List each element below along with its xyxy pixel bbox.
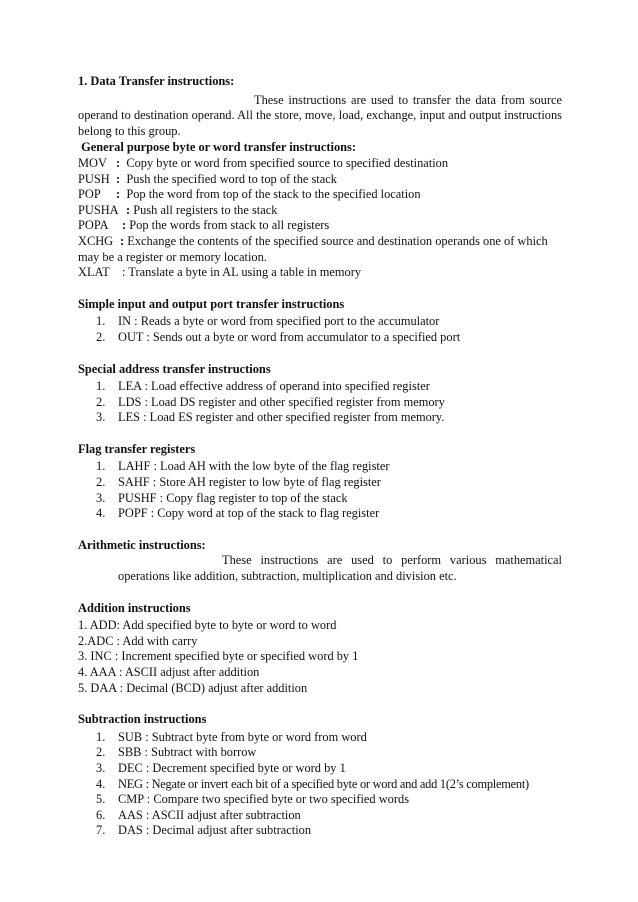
list-item (96, 314, 562, 330)
item-text: DEC : Decrement specified byte or word by 1 (118, 760, 346, 775)
item-text: OUT : Sends out a byte or word from accumulator to a specified port (118, 329, 461, 344)
simple-io-list (78, 314, 562, 345)
item-text: LES : Load ES register and other specified register from memory. (118, 410, 445, 425)
special-address-heading: Special address transfer instructions (78, 361, 271, 376)
general-purpose-heading-text: General purpose byte or word transfer instructions: (81, 140, 356, 155)
item-number: 2. (96, 745, 106, 760)
description: Translate a byte in AL using a table in memory (128, 265, 362, 280)
list-item (78, 203, 562, 219)
separator: : (120, 233, 125, 248)
list-item (96, 730, 562, 746)
list-item (96, 506, 562, 522)
item-number: 6. (96, 807, 106, 822)
item-text: DAS : Decimal adjust after subtraction (118, 823, 312, 838)
item-number: 3. (96, 410, 106, 425)
item-number: 2. (96, 394, 106, 409)
item-text: LAHF : Load AH with the low byte of the flag register (118, 459, 390, 474)
arithmetic-heading: Arithmetic instructions: (78, 537, 206, 552)
addition-heading: Addition instructions (78, 600, 191, 615)
description: Push the specified word to top of the stack (126, 171, 337, 186)
separator: : (122, 218, 127, 233)
general-purpose-heading (78, 140, 562, 156)
item-number: 1. (96, 459, 106, 474)
list-item (96, 491, 562, 507)
description: Exchange the contents of the specified source and destination operands one of which may be a register or memory location. (78, 233, 548, 264)
separator: : (116, 171, 124, 186)
item-number: 2. (96, 475, 106, 490)
item-number: 5. (96, 792, 106, 807)
description: Pop the word from top of the stack to the specified location (126, 187, 421, 202)
mnemonic: PUSH (78, 171, 110, 186)
item-text: LDS : Load DS register and other specified register from memory (118, 394, 445, 409)
list-item (96, 792, 562, 808)
list-item (96, 395, 562, 411)
item-text: SUB : Subtract byte from byte or word from word (118, 729, 367, 744)
item-text: AAS : ASCII adjust after subtraction (118, 807, 301, 822)
general-purpose-list (78, 156, 562, 281)
item-number: 3. (96, 760, 106, 775)
special-address-list (78, 379, 562, 426)
list-item (96, 823, 562, 839)
flag-transfer-list (78, 459, 562, 521)
item-text: CMP : Compare two specified byte or two specified words (118, 792, 410, 807)
separator: : (116, 187, 124, 202)
item-number: 7. (96, 823, 106, 838)
item-number: 2. (96, 329, 106, 344)
addition-list (78, 618, 562, 696)
mnemonic: XLAT (78, 265, 110, 280)
list-item (78, 234, 562, 265)
list-item: 4. AAA : ASCII adjust after addition (78, 665, 260, 679)
list-item (96, 379, 562, 395)
list-item (96, 475, 562, 491)
item-number: 1. (96, 729, 106, 744)
description: Push all registers to the stack (133, 202, 278, 217)
list-item (96, 410, 562, 426)
item-number: 3. (96, 490, 106, 505)
description: Pop the words from stack to all registers (129, 218, 330, 233)
item-text: POPF : Copy word at top of the stack to flag register (118, 506, 380, 521)
separator: : (126, 202, 131, 217)
item-text: SBB : Subtract with borrow (118, 745, 257, 760)
list-item (96, 330, 562, 346)
item-number: 4. (96, 506, 106, 521)
mnemonic: POP (78, 187, 101, 202)
list-item (78, 187, 562, 203)
item-number: 1. (96, 314, 106, 329)
item-text: NEG : Negate or invert each bit of a specified byte or word and add 1(2’s complement) (118, 776, 529, 791)
mnemonic: MOV (78, 155, 107, 170)
document-page (78, 74, 562, 839)
mnemonic: POPA (78, 218, 109, 233)
arithmetic-intro: These instructions are used to perform various mathematical operations like addition, subtraction, multiplication and division etc. (118, 553, 562, 584)
item-number: 4. (96, 776, 106, 791)
mnemonic: PUSHA (78, 202, 119, 217)
subtraction-heading: Subtraction instructions (78, 712, 207, 727)
list-item (96, 459, 562, 475)
simple-io-heading: Simple input and output port transfer instructions (78, 296, 345, 311)
separator: : (122, 265, 126, 280)
list-item: 1. ADD: Add specified byte to byte or word to word (78, 618, 337, 633)
list-item (96, 777, 562, 793)
list-item: 2.ADC : Add with carry (78, 633, 198, 648)
list-item (78, 156, 562, 172)
item-text: SAHF : Store AH register to low byte of flag register (118, 475, 381, 490)
list-item (78, 172, 562, 188)
data-transfer-intro: These instructions are used to transfer the data from source operand to destination operand. All the store, move, load, exchange, input and output instructions belong to this group. (78, 92, 562, 138)
list-item (96, 808, 562, 824)
mnemonic: XCHG (78, 233, 114, 248)
subtraction-list (78, 730, 562, 839)
list-item: 5. DAA : Decimal (BCD) adjust after addition (78, 680, 308, 695)
item-text: PUSHF : Copy flag register to top of the stack (118, 490, 348, 505)
item-text: IN : Reads a byte or word from specified port to the accumulator (118, 314, 440, 329)
list-item (78, 218, 562, 234)
item-number: 1. (96, 379, 106, 394)
list-item (96, 745, 562, 761)
separator: : (116, 155, 124, 170)
list-item (96, 761, 562, 777)
flag-transfer-heading: Flag transfer registers (78, 441, 196, 456)
data-transfer-heading: 1. Data Transfer instructions: (78, 74, 235, 88)
item-text: LEA : Load effective address of operand into specified register (118, 379, 430, 394)
list-item: 3. INC : Increment specified byte or specified word by 1 (78, 649, 359, 664)
description: Copy byte or word from specified source to specified destination (126, 155, 449, 170)
list-item (78, 265, 562, 281)
